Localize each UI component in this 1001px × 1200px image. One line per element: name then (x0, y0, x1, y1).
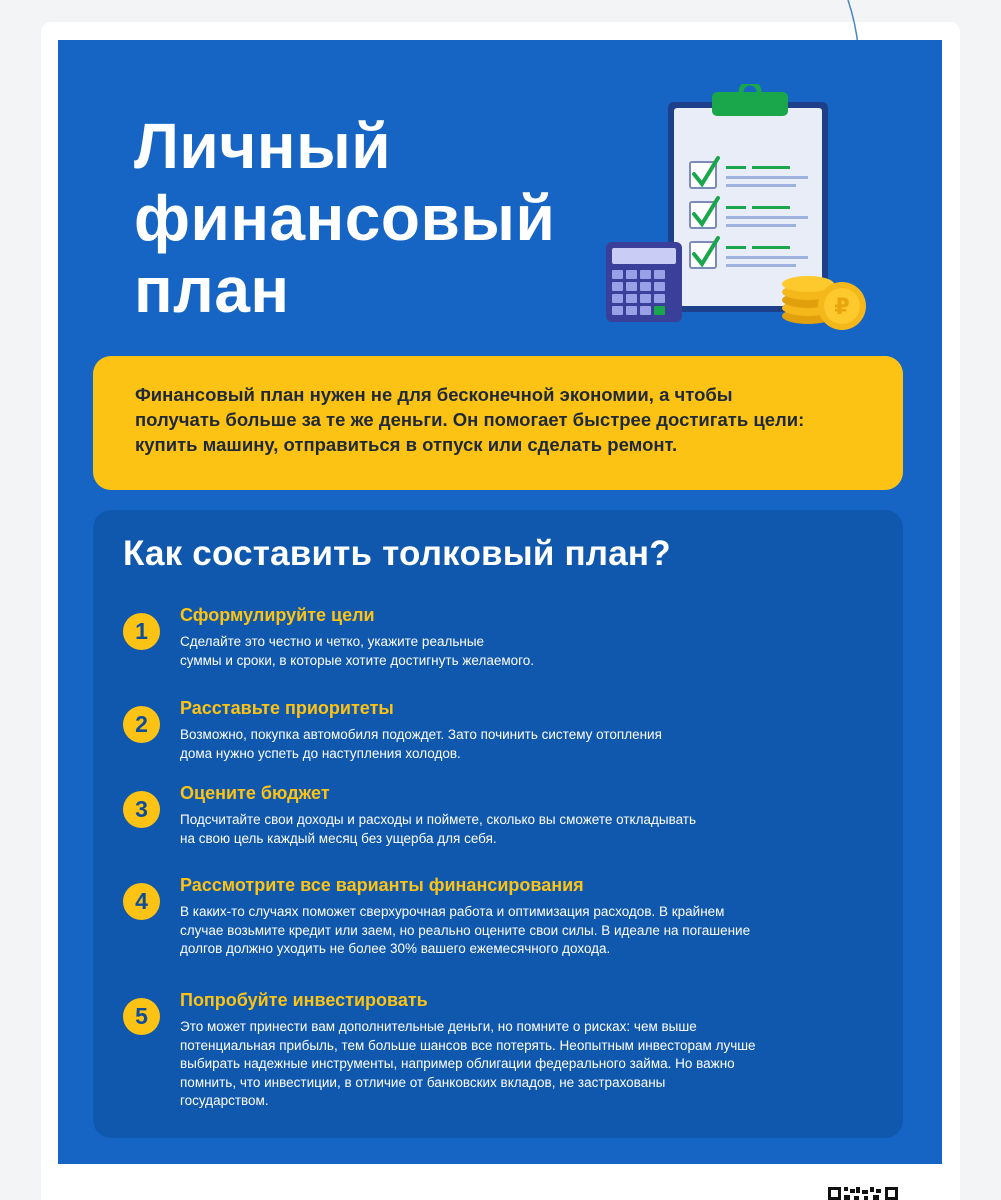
step-title: Рассмотрите все варианты финансирования (180, 875, 584, 895)
step-text-line: суммы и сроки, в которые хотите достигнуть желаемого. (180, 652, 535, 668)
svg-text:₽: ₽ (834, 295, 850, 320)
step-text-line: Подсчитайте свои доходы и расходы и поймете, сколько вы сможете откладывать (180, 812, 697, 827)
intro-line: получать больше за те же деньги. Он помогает быстрее достигать цели: (135, 409, 805, 430)
step-text-line: помнить, что инвестиции, в отличие от банковских вкладов, не застрахованы (180, 1074, 666, 1090)
step-text-line: выбирать надежные инструменты, например облигации федерального займа. Но важно (180, 1056, 735, 1071)
intro-line: купить машину, отправиться в отпуск или сделать ремонт. (135, 434, 678, 455)
step-number-badge: 2 (123, 706, 160, 743)
step-text-line: Возможно, покупка автомобиля подождет. Зато починить систему отопления (180, 727, 662, 742)
step-text-line: Сделайте это честно и четко, укажите реальные (180, 634, 485, 649)
step-text-line: Это может принести вам дополнительные деньги, но помните о рисках: чем выше (180, 1019, 697, 1034)
intro-line: Финансовый план нужен не для бесконечной экономии, а чтобы (135, 384, 733, 405)
qr-code-icon (828, 1187, 898, 1200)
step-title: Оцените бюджет (180, 783, 330, 803)
step-number-badge: 5 (123, 998, 160, 1035)
title-line-2: финансовый (134, 182, 556, 254)
step-description (180, 1018, 756, 1111)
calculator-icon (606, 242, 682, 322)
step-number-badge: 1 (123, 613, 160, 650)
step-text-line: долгов должно уходить не более 30% вашего ежемесячного дохода. (180, 941, 611, 956)
step-number-badge: 4 (123, 883, 160, 920)
step-description (180, 633, 534, 670)
poster-title (134, 110, 555, 326)
section-title: Как составить толковый план? (123, 534, 671, 573)
ruble-coins-icon (782, 276, 866, 330)
intro-callout (93, 356, 903, 490)
step-text-line: дома нужно успеть до наступления холодов. (180, 745, 461, 761)
step-text-line: случае возьмите кредит или заем, но реально оцените свои силы. В идеале на погашение (180, 922, 751, 938)
steps-card (93, 510, 903, 1138)
title-line-3: план (134, 254, 290, 326)
step-title: Попробуйте инвестировать (180, 990, 428, 1010)
step-text-line: государством. (180, 1093, 269, 1108)
step-text-line: на свою цель каждый месяц без ущерба для себя. (180, 830, 497, 846)
step-title: Сформулируйте цели (180, 605, 375, 625)
step-text-line: В каких-то случаях поможет сверхурочная работа и оптимизация расходов. В крайнем (180, 904, 725, 919)
step-description (180, 726, 662, 763)
poster (58, 40, 942, 1164)
step-number-badge: 3 (123, 791, 160, 828)
title-line-1: Личный (134, 110, 392, 182)
step-text-line: потенциальная прибыль, тем больше шансов все потерять. Неопытным инвесторам лучше (180, 1037, 756, 1053)
step-title: Расставьте приоритеты (180, 698, 394, 718)
finance-illustration (602, 84, 872, 332)
step-description (180, 811, 696, 848)
step-description (180, 903, 750, 959)
